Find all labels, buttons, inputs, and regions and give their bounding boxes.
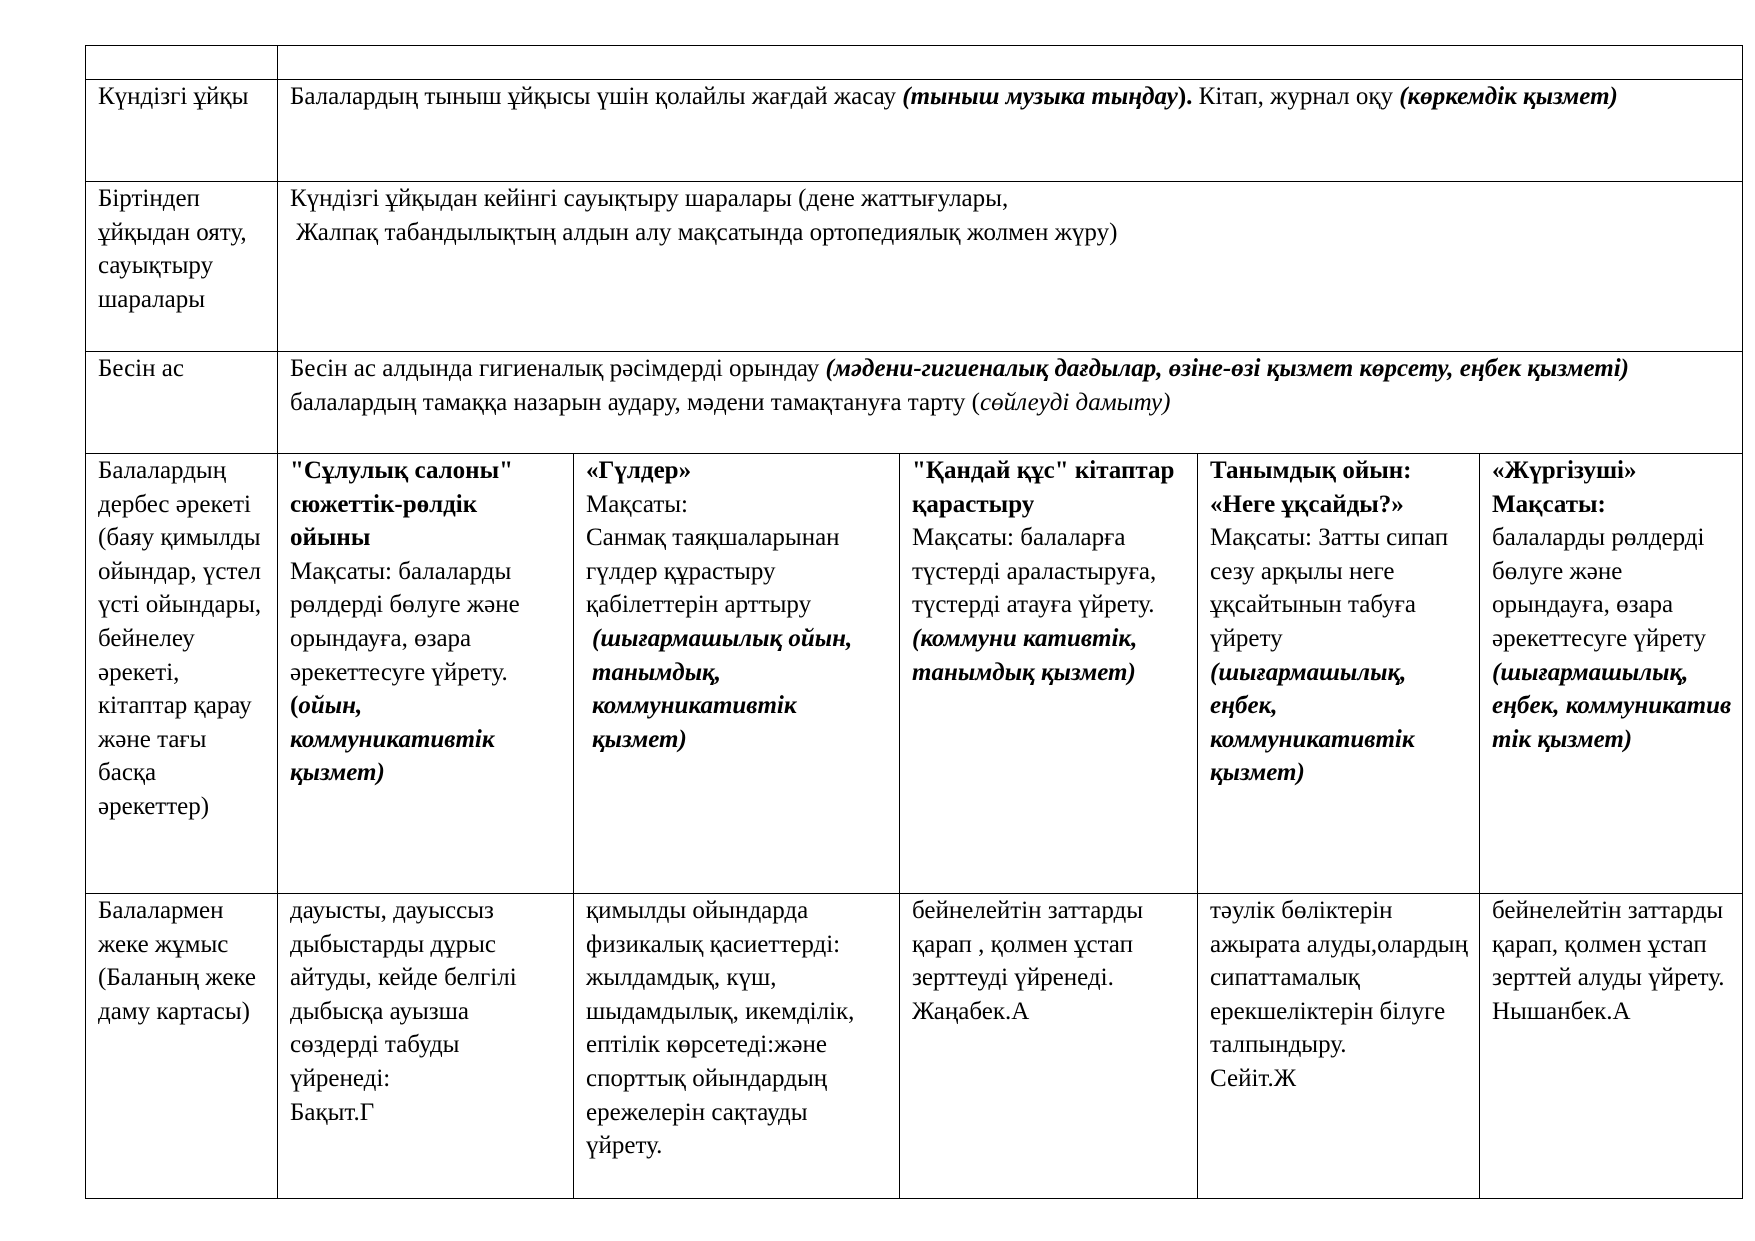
activity-5-goal-label: Мақсаты: — [1492, 490, 1606, 518]
wakeup-content — [278, 182, 1743, 352]
snack-row — [86, 352, 1743, 454]
activity-1-tag: ойын, коммуникативтік қызмет) — [290, 692, 495, 787]
activity-1-title: "Сұлулық салоны" сюжеттік-рөлдік ойыны — [290, 457, 513, 552]
activity-5-title: «Жүргізуші» — [1492, 457, 1637, 484]
activity-3-tag: (коммуни кативтік, танымдық қызмет) — [912, 624, 1138, 686]
activity-2-tag: (шығармашылық ойын, танымдық, коммуникативтік қызмет) — [592, 624, 853, 753]
activity-5-tag: (шығармашылық, еңбек, коммуникатив тік қызмет) — [1492, 658, 1732, 753]
activity-day-3 — [900, 454, 1198, 894]
individual-5-text: бейнелейтін заттарды қарап, қолмен ұстап зерттей алуды үйрету. — [1492, 897, 1725, 992]
activity-label: Балалардың дербес әрекеті (баяу қимылды ойындар, үстел үсті ойындары, бейнелеу әрекеті, кітаптар қарау және тағы басқа әрекеттер) — [86, 454, 278, 894]
individual-day-2 — [574, 894, 900, 1199]
snack-content: Бесін ас алдында гигиеналық рәсімдерді орындау (мәдени-гигиеналық дағдылар, өзіне-өзі қызмет көрсету, еңбек қызметі) балалардың тамаққа назарын аудару, мәдени тамақтануға тарту (сөйлеуді дамыту) — [278, 352, 1743, 454]
individual-5-child: Нышанбек.А — [1492, 997, 1631, 1025]
snack-label: Бесін ас — [86, 352, 278, 454]
individual-day-1 — [278, 894, 574, 1199]
activity-day-2 — [574, 454, 900, 894]
activity-2-goal-label: Мақсаты: — [586, 490, 688, 518]
individual-4-text: тәулік бөліктерін ажырата алуды,олардың сипаттамалық ерекшеліктерін білуге талпындыру. — [1210, 897, 1468, 1059]
individual-1-child: Бақыт.Г — [290, 1098, 375, 1126]
activity-4-title: Танымдық ойын: «Неге ұқсайды?» — [1210, 457, 1412, 518]
activity-3-title: "Қандай құс" кітаптар қарастыру — [912, 457, 1175, 518]
activity-day-1: "Сұлулық салоны" сюжеттік-рөлдік ойыны Мақсаты: балаларды рөлдерді бөлуге және орындауға, өзара әрекеттесуге үйрету. (ойын, коммуникативтік қызмет) — [278, 454, 574, 894]
activity-4-goal: Мақсаты: Затты сипап сезу арқылы неге ұқсайтынын табуға үйрету — [1210, 524, 1449, 652]
daily-plan-table — [85, 45, 1743, 1199]
wakeup-label: Біртіндеп ұйқыдан ояту, сауықтыру шаралары — [86, 182, 278, 352]
wakeup-row — [86, 182, 1743, 352]
activity-row — [86, 454, 1743, 894]
activity-2-title: «Гүлдер» — [586, 457, 692, 484]
individual-day-5 — [1480, 894, 1743, 1199]
nap-content: Балалардың тыныш ұйқысы үшін қолайлы жағдай жасау (тыныш музыка тыңдау). Кітап, журнал оқу (көркемдік қызмет) — [278, 80, 1743, 182]
empty-row-label — [86, 46, 278, 80]
wakeup-line-1: Күндізгі ұйқыдан кейінгі сауықтыру шаралары (дене жаттығулары, — [290, 185, 1009, 212]
individual-1-text: дауысты, дауыссыз дыбыстарды дұрыс айтуды, кейде белгілі дыбысқа ауызша сөздерді табуды үйренеді: — [290, 897, 517, 1092]
empty-row — [86, 46, 1743, 80]
individual-3-child: Жаңабек.А — [912, 997, 1030, 1025]
activity-4-tag: (шығармашылық, еңбек, коммуникативтік қызмет) — [1210, 658, 1415, 787]
individual-3-text: бейнелейтін заттарды қарап , қолмен ұстап зерттеуді үйренеді. — [912, 897, 1144, 992]
activity-day-5 — [1480, 454, 1743, 894]
activity-1-goal: Мақсаты: балаларды рөлдерді бөлуге және орындауға, өзара әрекеттесуге үйрету. — [290, 557, 520, 686]
individual-day-3 — [900, 894, 1198, 1199]
individual-2-text: қимылды ойындарда физикалық қасиеттерді: жылдамдық, күш, шыдамдылық, икемділік, ептілік көрсетеді:және спорттық ойындардың ережелерін сақтауды үйрету. — [586, 897, 855, 1160]
activity-day-4 — [1198, 454, 1480, 894]
activity-2-goal: Санмақ таяқшаларынан гүлдер құрастыру қабілеттерін арттыру — [586, 524, 840, 619]
individual-day-4 — [1198, 894, 1480, 1199]
activity-5-goal: балаларды рөлдерді бөлуге және орындауға, өзара әрекеттесуге үйрету — [1492, 524, 1706, 652]
individual-row — [86, 894, 1743, 1199]
wakeup-line-2: Жалпақ табандылықтың алдын алу мақсатында ортопедиялық жолмен жүру) — [296, 218, 1118, 246]
individual-4-child: Сейіт.Ж — [1210, 1064, 1297, 1092]
activity-3-goal: Мақсаты: балаларға түстерді араластыруға, түстерді атауға үйрету. — [912, 524, 1157, 619]
nap-row — [86, 80, 1743, 182]
empty-row-content — [278, 46, 1743, 80]
nap-label: Күндізгі ұйқы — [86, 80, 278, 182]
individual-label: Балалармен жеке жұмыс (Баланың жеке даму картасы) — [86, 894, 278, 1199]
